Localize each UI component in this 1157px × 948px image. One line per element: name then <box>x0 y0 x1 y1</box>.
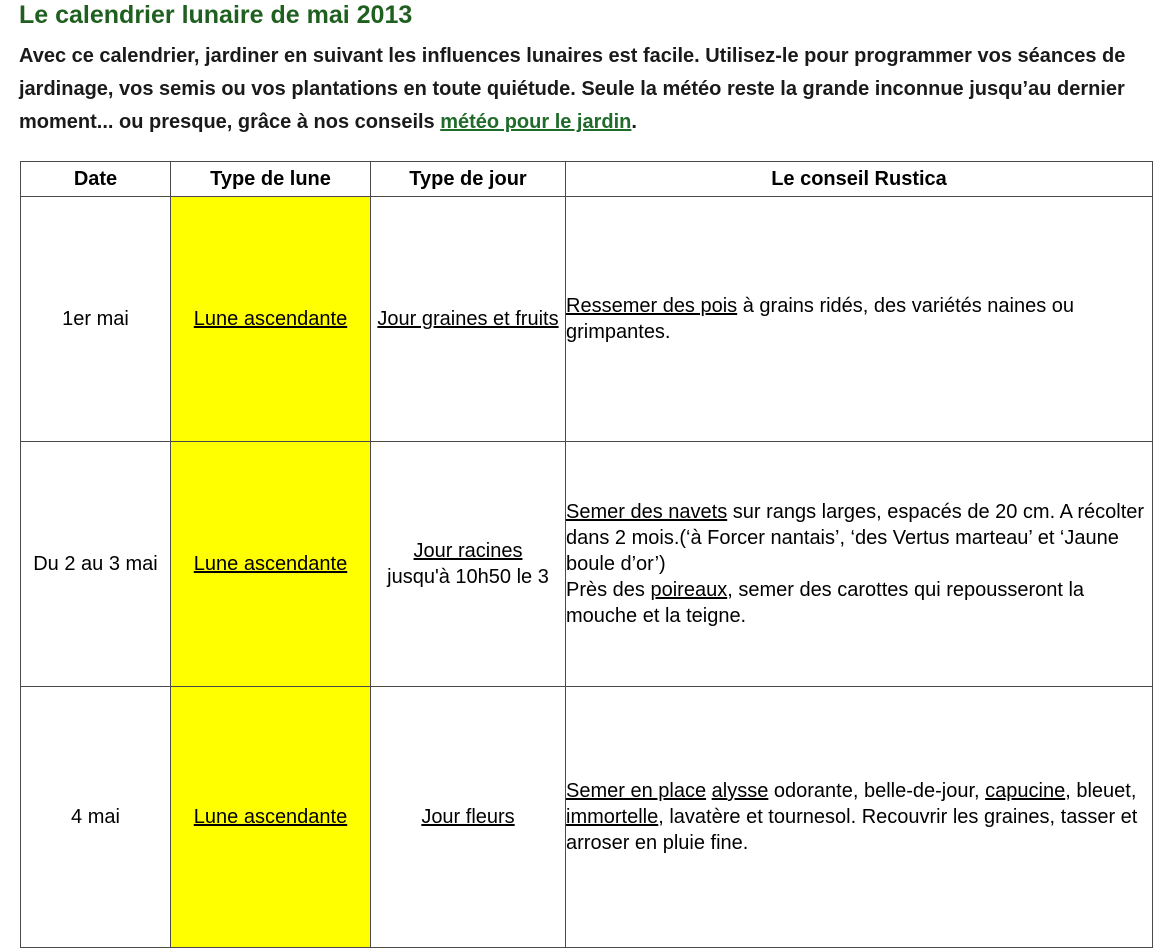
poireaux-link[interactable]: poireaux <box>650 579 728 601</box>
lune-link[interactable]: Lune ascendante <box>193 553 348 575</box>
date-cell: Du 2 au 3 mai <box>21 442 171 687</box>
meteo-jardin-link[interactable]: météo pour le jardin <box>440 111 632 133</box>
date-cell: 1er mai <box>21 197 171 442</box>
header-lune: Type de lune <box>171 162 371 197</box>
lune-cell <box>171 687 371 948</box>
jour-cell <box>371 687 566 948</box>
conseil-cell <box>566 197 1153 442</box>
lunar-calendar-table <box>20 161 1153 948</box>
conseil-text: à grains ridés, des variétés naines ou grimpantes. <box>566 295 1075 343</box>
conseil-text: , semer des carottes qui repousseront la mouche et la teigne. <box>566 579 1085 627</box>
table-row <box>21 442 1153 687</box>
intro-end: . <box>631 111 637 133</box>
table-header-row <box>21 162 1153 197</box>
conseil-text: sur rangs larges, espacés de 20 cm. A récolter dans 2 mois.(‘à Forcer nantais’, ‘des Vertus marteau’ et ‘Jaune boule d’or’) <box>566 501 1145 575</box>
jour-cell <box>371 197 566 442</box>
header-date: Date <box>21 162 171 197</box>
intro-text: Avec ce calendrier, jardiner en suivant les influences lunaires est facile. Utilisez-le pour programmer vos séances de jardinage, vos semis ou vos plantations en toute quiétude. Seule la météo reste la grande inconnue jusqu’au dernier moment... ou presque, grâce à nos conseils <box>19 45 1126 133</box>
alysse-link[interactable]: alysse <box>711 780 769 802</box>
header-conseil: Le conseil Rustica <box>566 162 1153 197</box>
lune-link[interactable]: Lune ascendante <box>193 806 348 828</box>
date-cell: 4 mai <box>21 687 171 948</box>
conseil-link[interactable]: Semer des navets <box>566 501 728 523</box>
conseil-text: , bleuet, <box>1065 780 1137 802</box>
lune-cell <box>171 197 371 442</box>
intro-paragraph <box>19 40 1149 139</box>
conseil-text: , lavatère et tournesol. Recouvrir les graines, tasser et arroser en pluie fine. <box>566 806 1138 854</box>
conseil-link[interactable]: Ressemer des pois <box>566 295 738 317</box>
conseil-text: Près des <box>566 579 651 601</box>
jour-link[interactable]: Jour fleurs <box>421 806 515 828</box>
jour-extra-text: jusqu'à 10h50 le 3 <box>387 566 549 588</box>
conseil-cell <box>566 442 1153 687</box>
capucine-link[interactable]: capucine <box>985 780 1066 802</box>
jour-cell <box>371 442 566 687</box>
lune-cell <box>171 442 371 687</box>
table-row <box>21 687 1153 948</box>
lune-link[interactable]: Lune ascendante <box>193 308 348 330</box>
conseil-cell <box>566 687 1153 948</box>
page-title: Le calendrier lunaire de mai 2013 <box>19 1 413 29</box>
jour-link[interactable]: Jour graines et fruits <box>377 308 559 330</box>
immortelle-link[interactable]: immortelle <box>566 806 659 828</box>
table-row <box>21 197 1153 442</box>
conseil-text: odorante, belle-de-jour, <box>768 780 986 802</box>
header-jour: Type de jour <box>371 162 566 197</box>
conseil-link[interactable]: Semer en place <box>566 780 707 802</box>
jour-link[interactable]: Jour racines <box>413 540 523 562</box>
